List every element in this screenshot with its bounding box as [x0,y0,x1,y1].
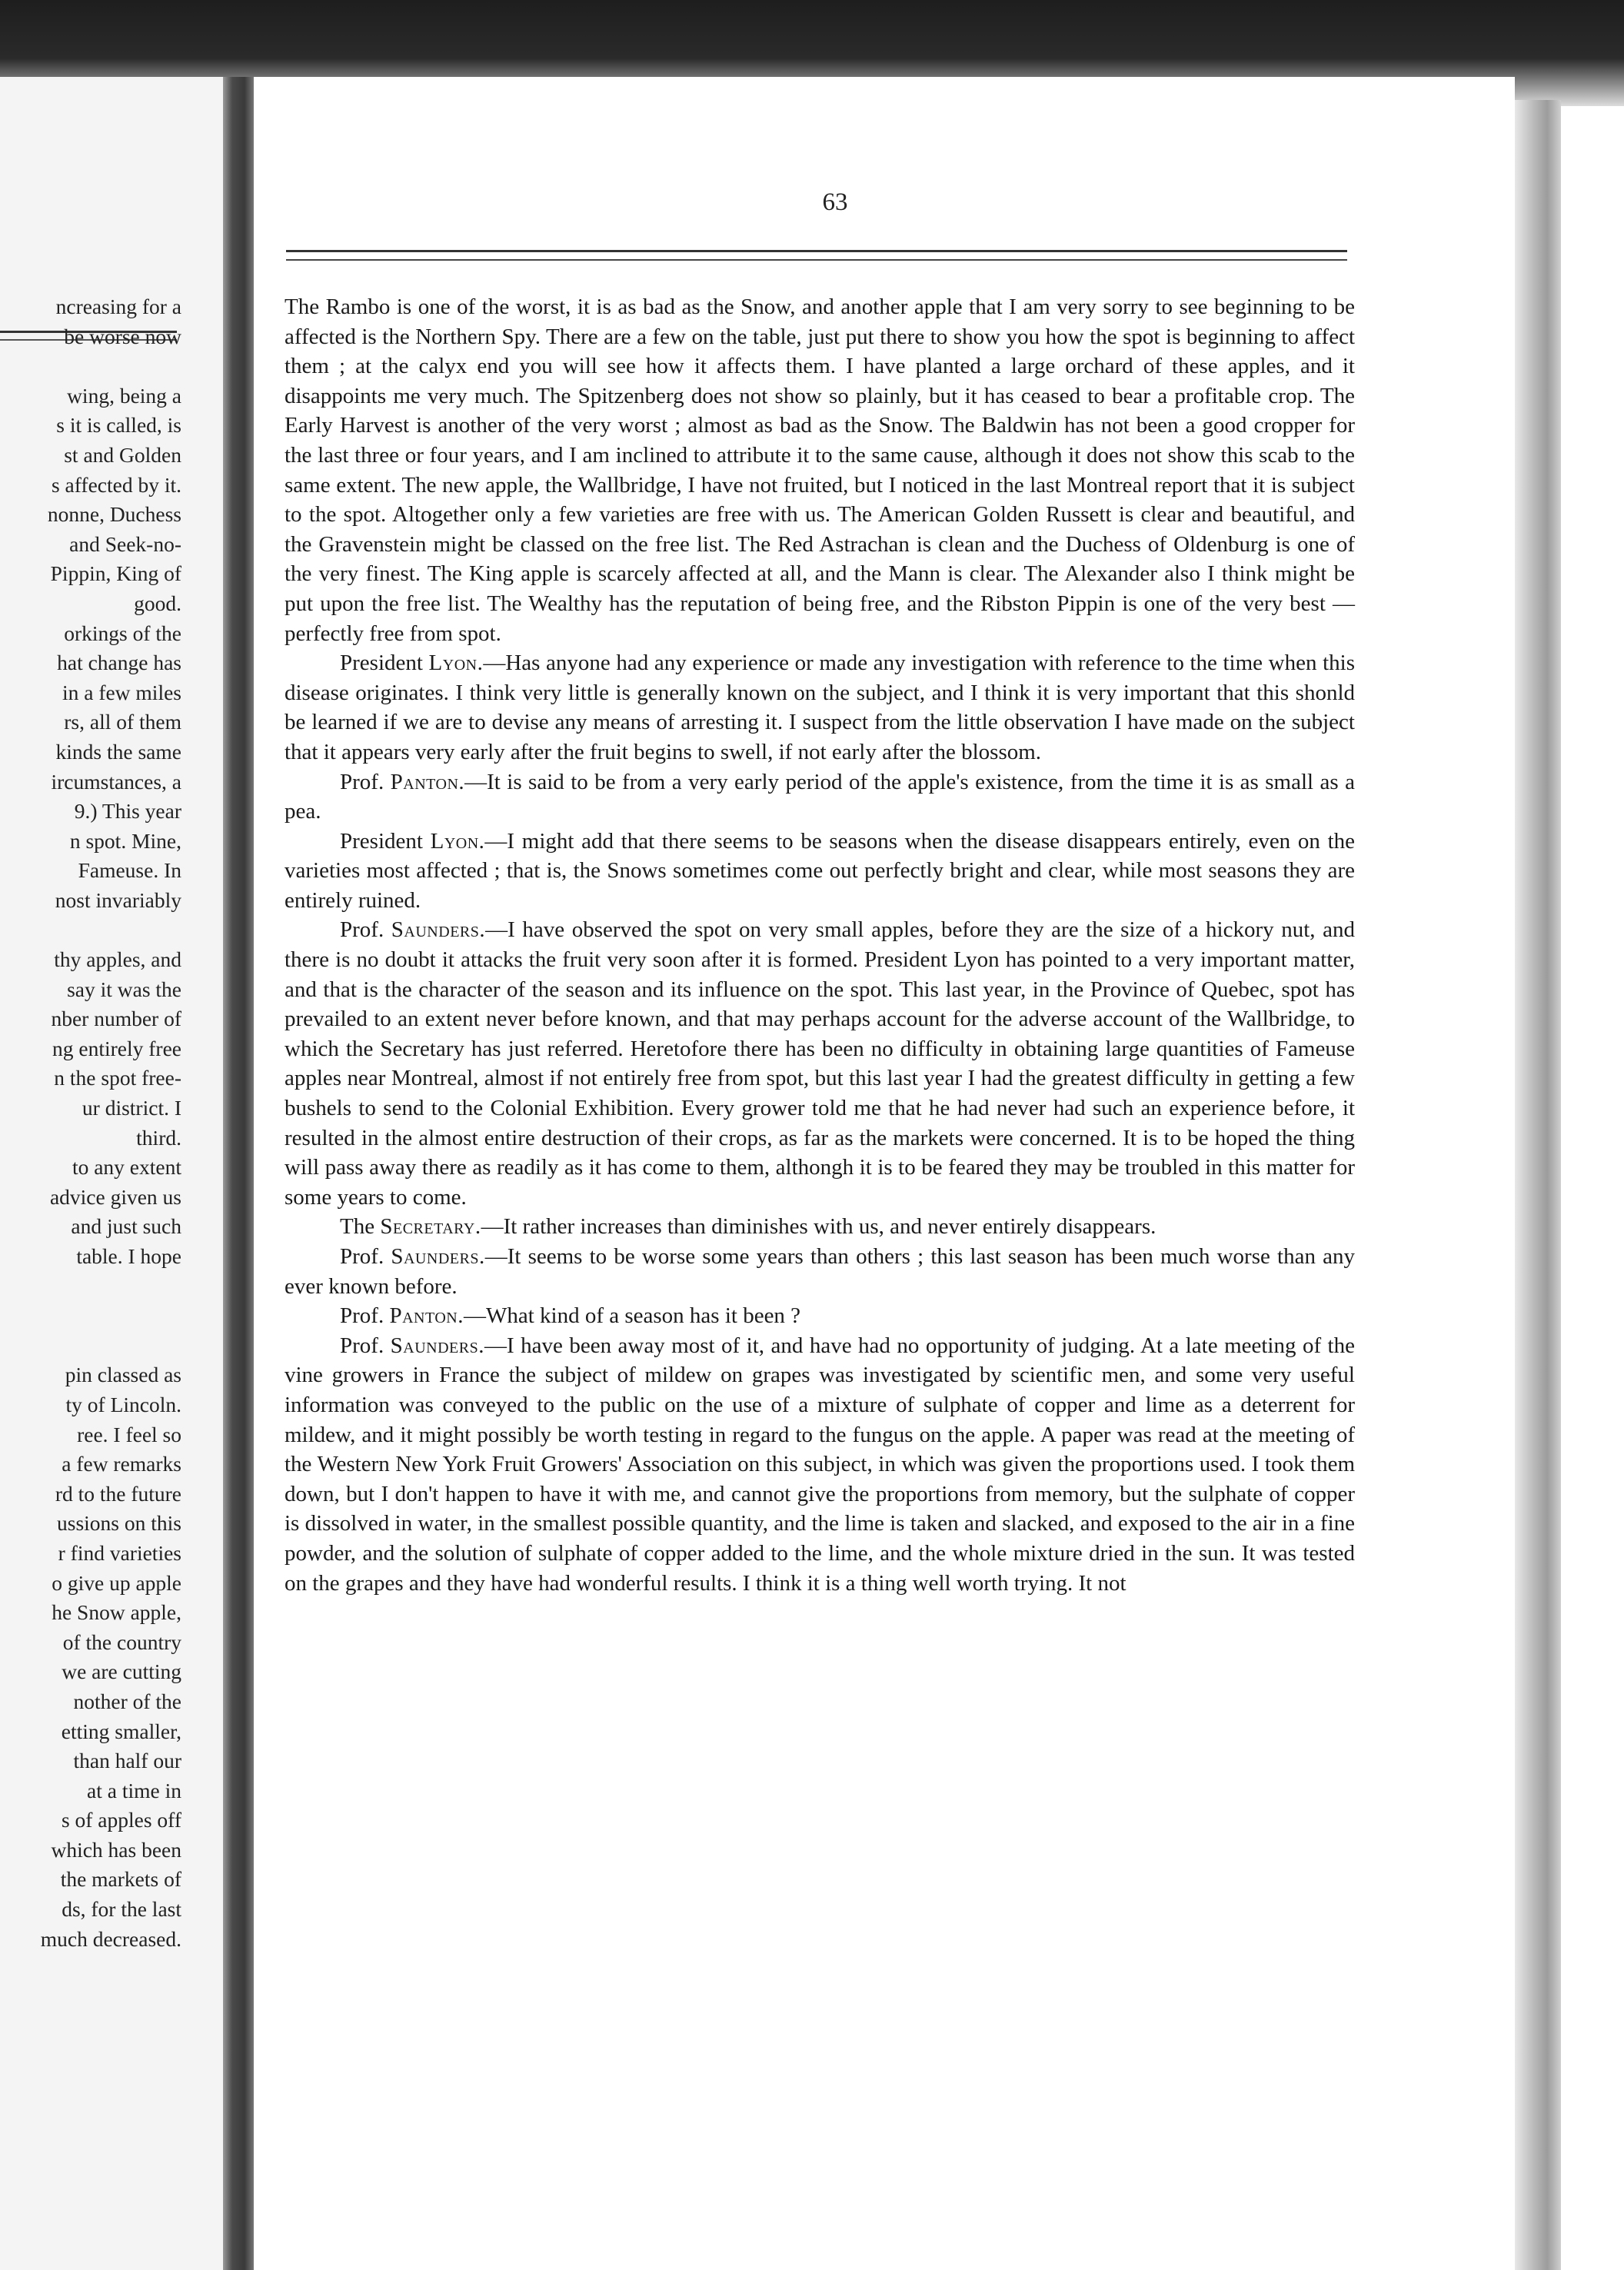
speaker-prefix: Prof. [340,1303,390,1329]
left-page-line: than half our [73,1749,181,1773]
left-page-line: table. I hope [76,1244,181,1268]
paragraph [285,915,1355,1212]
speaker-prefix: The [340,1214,381,1240]
speaker-name: Saunders. [391,1244,485,1269]
left-page-line: nonne, Duchess [47,502,181,527]
left-page-line: say it was the [67,977,181,1001]
left-page-line [0,1301,181,1331]
left-page-line: s of apples off [61,1808,181,1832]
left-page-line: ds, for the last [62,1897,181,1922]
paragraph-text: —It rather increases than diminishes with us, and never entirely disappears. [481,1214,1156,1240]
left-page-line: s it is called, is [56,413,181,438]
page-number: 63 [822,188,848,216]
left-page-line: ncreasing for a [55,295,181,318]
left-page-line: ree. I feel so [77,1422,181,1446]
left-page-line: wing, being a [67,383,181,408]
left-page-line: of the country [62,1629,181,1654]
paragraph-text: —What kind of a season has it been ? [463,1303,801,1329]
speaker-prefix: Prof. [340,917,391,943]
paragraph-text: —It is said to be from a very early period of the apple's existence, from the time it is as small as a pea. [285,769,1355,824]
paragraph [285,648,1355,767]
left-page-line [0,351,181,381]
left-page-line: nber number of [51,1007,181,1031]
left-page-line: thy apples, and [54,947,181,972]
paragraph [285,767,1355,827]
paragraph [285,1301,1355,1331]
left-page-line [0,1331,181,1361]
left-page-line [0,1272,181,1302]
paragraph-text: —I might add that there seems to be seasons when the disease disappears entirely, even on the varieties most affected ; that is, the Snows sometimes come out perfectly bright and clear, while most seasons they are entirely ruined. [285,828,1355,913]
left-page-line: ng entirely free [52,1036,181,1060]
speaker-name: Secretary. [380,1214,481,1240]
left-page-line: n the spot free- [54,1066,181,1090]
left-page-line: n spot. Mine, [69,828,181,853]
speaker-prefix: President [340,828,431,854]
left-page-line: Fameuse. In [78,858,181,883]
left-page-line: we are cutting [62,1659,181,1684]
speaker-name: Panton. [389,1303,464,1329]
header-rule [286,250,1347,261]
left-page-line: 9.) This year [74,799,181,824]
left-page-line: at a time in [87,1778,181,1802]
left-page-line: st and Golden [64,442,181,467]
left-page-line: he Snow apple, [52,1600,181,1625]
left-page-line: ur district. I [82,1096,181,1120]
left-page-line: ussions on this [57,1511,181,1536]
left-page-line: and Seek-no- [69,531,181,556]
paragraph [285,827,1355,916]
page-edge-stack [1515,100,1561,2270]
left-page-line: r find varieties [58,1540,181,1565]
left-page-line: a few remarks [62,1452,181,1476]
left-page-line: third. [136,1125,181,1150]
paragraph [285,1331,1355,1598]
left-page-line: hat change has [57,651,181,675]
paragraph [285,1242,1355,1301]
left-page-line: which has been [51,1837,181,1862]
paragraph-text: —I have been away most of it, and have had no opportunity of judging. At a late meeting of the vine growers in France the subject of mildew on grapes was investigated by scientific men, and some very useful information was conveyed to the public on the use of a mixture of sulphate of copper and lime as a deterrent for mildew, and it might possibly be worth testing in regard to the fungus on the apple. A paper was read at the meeting of the Western New York Fruit Growers' Association on this subject, in which was given the proportions used. I took them down, but I don't happen to have it with me, and cannot give the proportions from memory, but the sulphate of copper is dissolved in water, in the smallest possible quantity, and the lime is taken and slacked, and exposed to the air in a fine powder, and the solution of sulphate of copper added to the lime, and the whole mixture dried in the sun. It was tested on the grapes and they have had wonderful results. I think it is a thing well worth trying. It not [285,1333,1355,1596]
speaker-prefix: Prof. [340,1244,391,1269]
paragraph-text: —It seems to be worse some years than others ; this last season has been much worse than any ever known before. [285,1244,1355,1299]
left-page-line: etting smaller, [61,1719,181,1743]
left-page-line: advice given us [49,1184,181,1209]
speaker-name: Saunders. [390,1333,484,1358]
speaker-name: Lyon. [428,651,484,676]
book-gutter [223,77,254,2270]
paragraph-text: —I have observed the spot on very small apples, before they are the size of a hickory nut, and there is no doubt it attacks the fruit very soon after it is formed. President Lyon has pointed to a very important matter, and that is the character of the season and its influence on the spot. This last year, in the Province of Quebec, spot has prevailed to an extent never before known, and that may perhaps account for the adverse account of the Wallbridge, to which the Secretary has just referred. Heretofore there has been no difficulty in obtaining large quantities of Fameuse apples near Montreal, almost if not entirely free from spot, but this last year I had the greatest difficulty in getting a few bushels to send to the Colonial Exhibition. Every grower told me that he had never had such an experience before, it resulted in the almost entire destruction of their crops, as far as the markets were concerned. It is to be hoped the thing will pass away there as readily as it has come to them, althongh it is to be feared they may be troubled in this matter for some years to come. [285,917,1356,1210]
speaker-prefix: Prof. [340,769,391,794]
left-page-line: orkings of the [64,621,181,645]
left-page-line [0,915,181,945]
speaker-name: Panton. [390,769,465,794]
left-page-line: pin classed as [65,1363,181,1387]
left-page-line: s affected by it. [51,472,181,497]
left-page-line: Pippin, King of [50,561,181,586]
paragraph-text: —Has anyone had any experience or made any investigation with reference to the time when this disease originates. I think very little is generally known on the subject, and I think it is very important that this shonld be learned if we are to devise any means of arresting it. I suspect from the little observation I have made on the subject that it appears very early after the fruit begins to swell, if not early after the blossom. [285,651,1355,764]
left-page-line: o give up apple [52,1570,181,1595]
left-page-line: rd to the future [55,1481,181,1506]
left-page-line: ty of Lincoln. [65,1392,181,1416]
paragraph-text: The Rambo is one of the worst, it is as bad as the Snow, and another apple that I am very sorry to see beginning to be affected is the Northern Spy. There are a few on the table, just put there to show you how the spot is beginning to affect them ; at the calyx end you will see how it affects them. I have planted a large orchard of these apples, and it disappoints me very much. The Spitzenberg does not show so plainly, but it has ceased to bear a profitable crop. The Early Harvest is another of the very worst ; almost as bad as the Snow. The Baldwin has not been a good cropper for the last three or four years, and I am inclined to attribute it to the same cause, although it does not show this scab to the same extent. The new apple, the Wallbridge, I have not fruited, but I noticed in the last Montreal report that it is subject to the spot. Altogether only a few varieties are free with us. The American Golden Russett is clear and beautiful, and the Gravenstein might be classed on the free list. The Red Astrachan is clean and the Duchess of Oldenburg is one of the very finest. The King apple is scarcely affected at all, and the Mann is clear. The Alexander also I think might be put upon the free list. The Wealthy has the reputation of being free, and the Ribston Pippin is one of the very best —perfectly free from spot. [285,295,1355,646]
left-page-line: nother of the [73,1689,181,1713]
left-page-line: kinds the same [55,739,181,764]
left-page-line: rs, all of them [64,710,181,734]
left-page-line: to any extent [72,1155,181,1180]
speaker-name: Saunders. [391,917,486,943]
speaker-name: Lyon. [430,828,485,854]
left-page-line: ircumstances, a [51,769,181,794]
paragraph [285,292,1355,648]
speaker-prefix: President [340,651,429,676]
left-page-line: nost invariably [55,887,181,912]
left-page-line: good. [134,591,181,615]
left-page-line: much decreased. [40,1926,181,1951]
left-page-line: the markets of [60,1867,181,1892]
left-page-text [0,292,181,1954]
left-page-line: be worse now [64,324,181,348]
page-body [285,292,1355,1598]
left-page-line: and just such [71,1214,181,1239]
left-page-line: in a few miles [62,680,181,704]
speaker-prefix: Prof. [340,1333,391,1358]
paragraph [285,1212,1355,1242]
